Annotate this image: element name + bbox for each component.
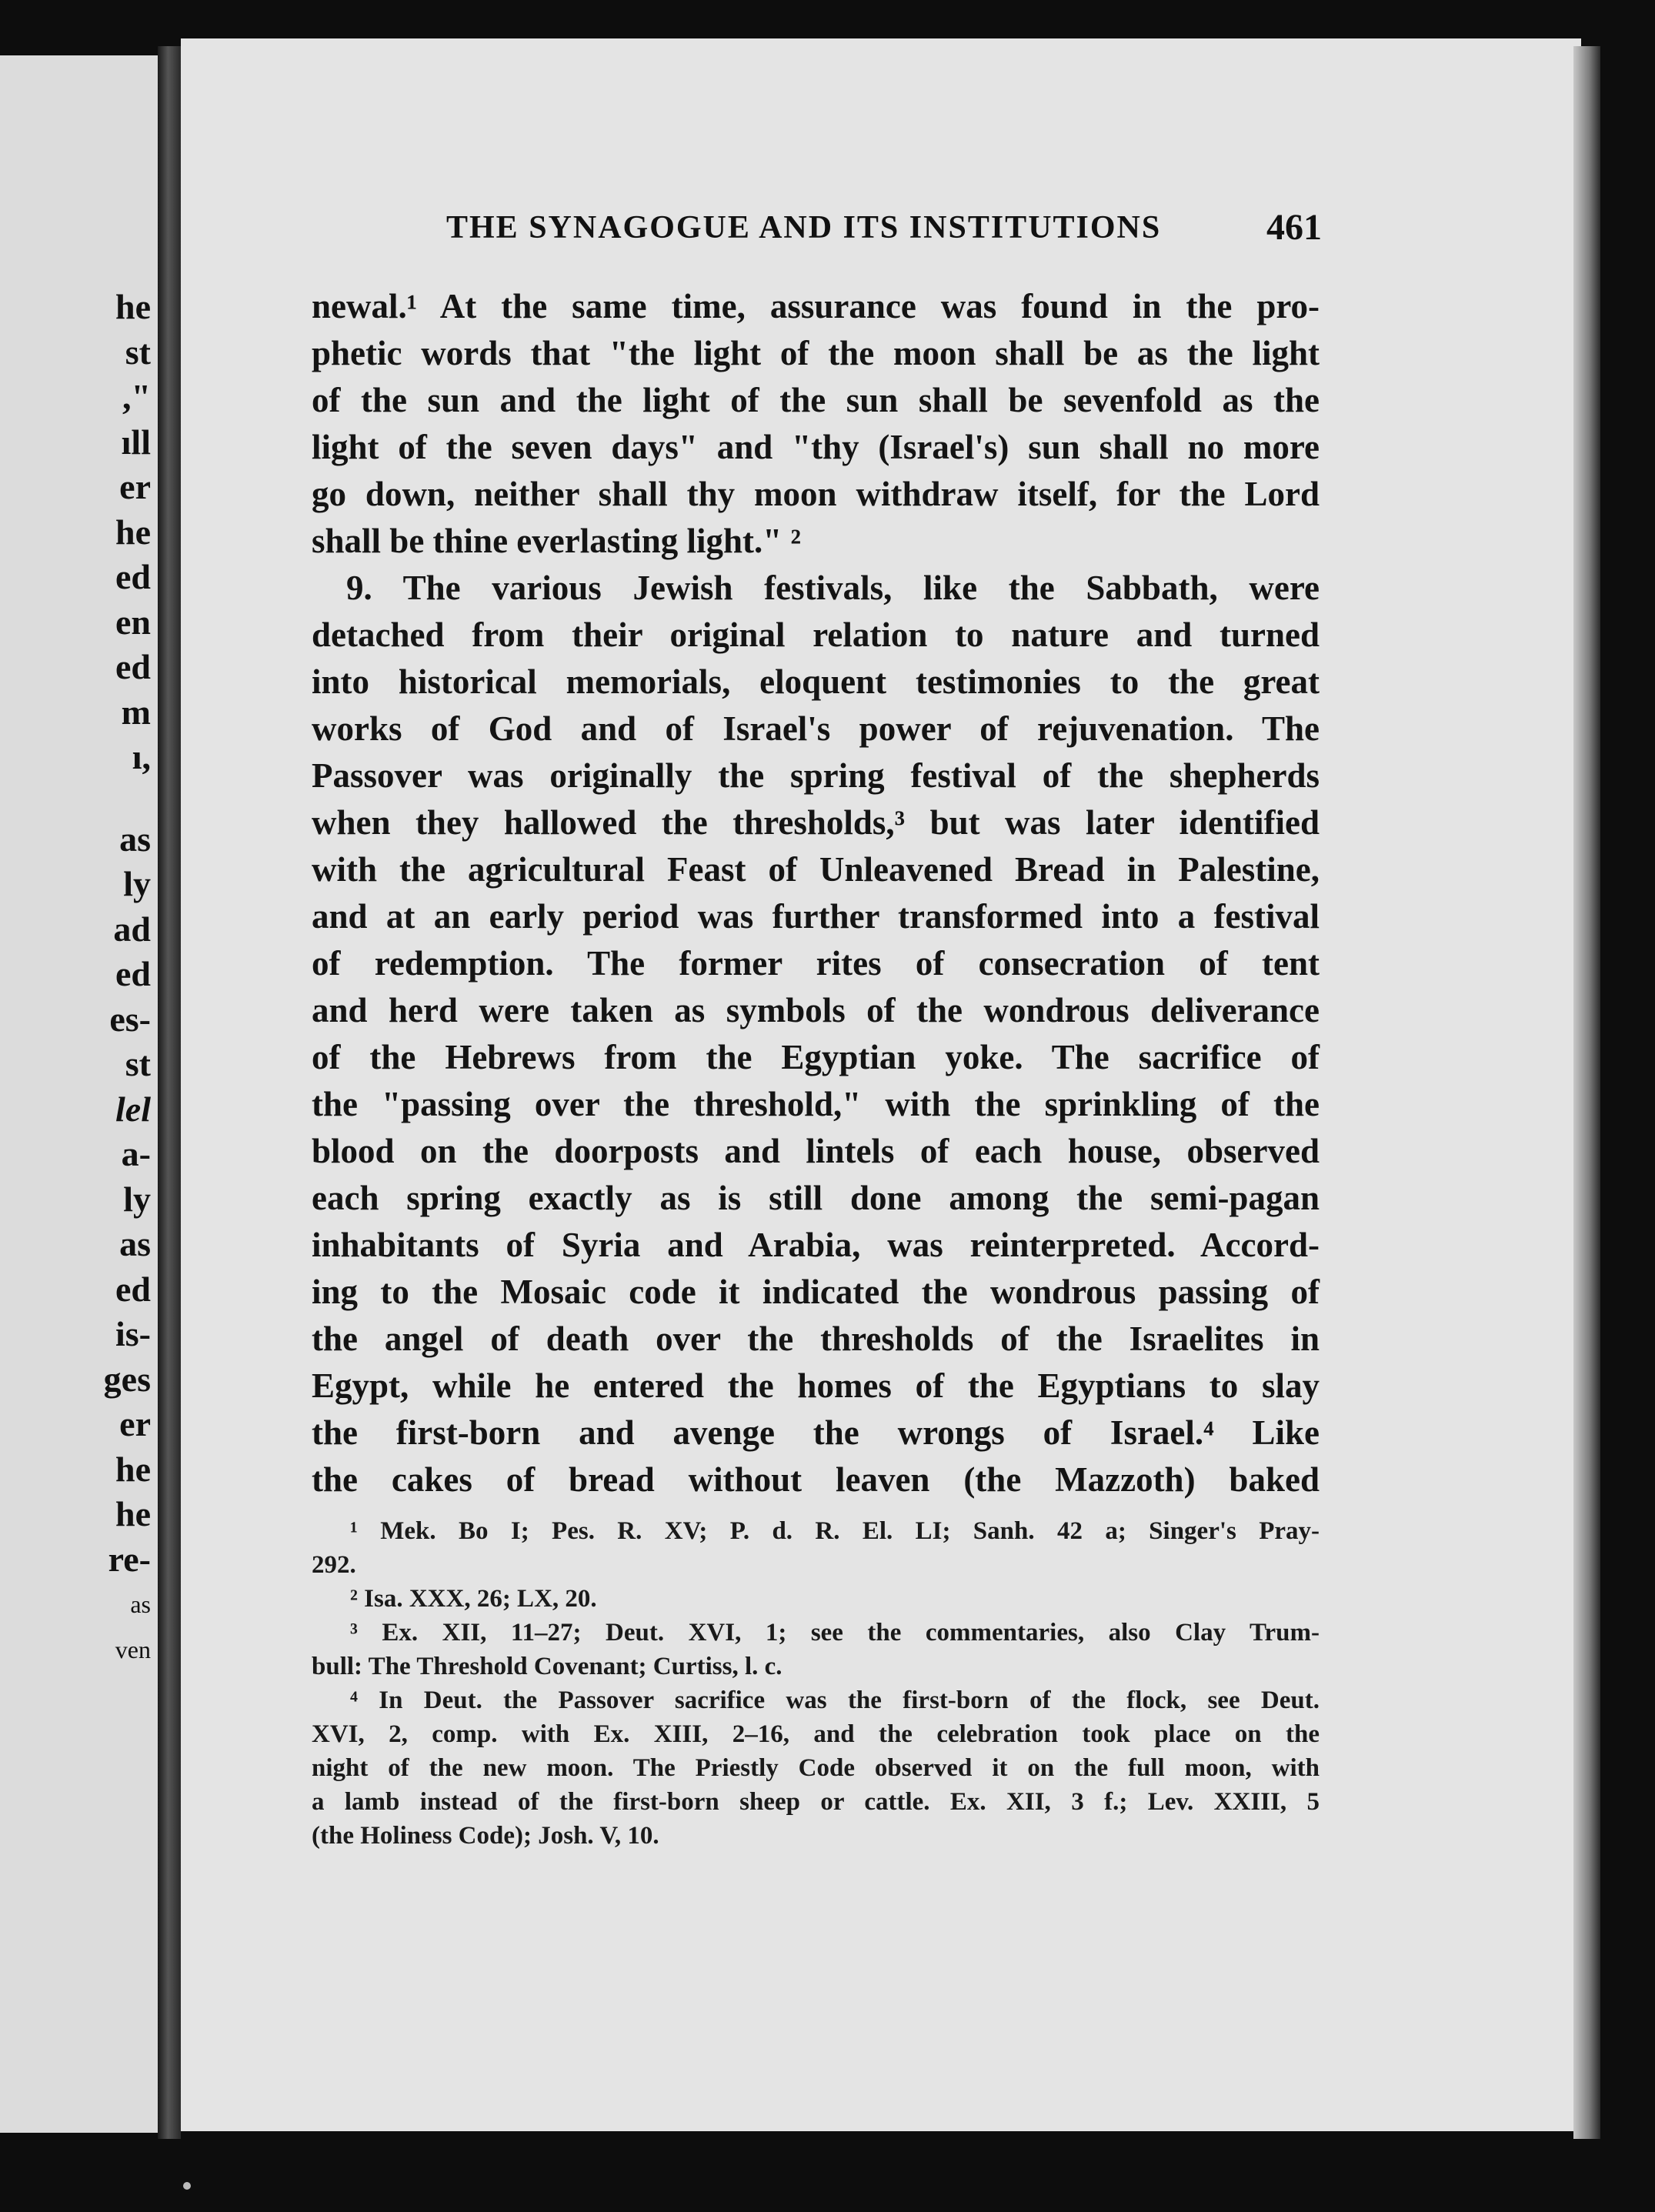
text-line: ing to the Mosaic code it indicated the wondrous passing of (312, 1273, 1320, 1311)
left-fragment: en (115, 602, 151, 642)
left-fragment: ed (115, 647, 151, 686)
footnote-line: 292. (312, 1551, 356, 1579)
footnote-line: a lamb instead of the first-born sheep or cattle. Ex. XII, 3 f.; Lev. XXIII, 5 (312, 1788, 1320, 1816)
left-fragment: er (119, 467, 151, 506)
left-fragment: he (115, 512, 151, 552)
text-line: phetic words that "the light of the moon shall be as the light (312, 334, 1320, 372)
left-fragment: is- (115, 1314, 151, 1353)
text-line: works of God and of Israel's power of rejuvenation. The (312, 709, 1320, 748)
left-fragment: ı, (132, 737, 151, 776)
left-fragment: m (121, 692, 151, 732)
page-number: 461 (1266, 207, 1322, 248)
footnote-line: (the Holiness Code); Josh. V, 10. (312, 1822, 659, 1850)
footnote-line: night of the new moon. The Priestly Code observed it on the full moon, with (312, 1754, 1320, 1782)
left-fragment: lel (115, 1089, 151, 1129)
text-line: shall be thine everlasting light." ² (312, 522, 801, 560)
left-page-fragments (0, 285, 154, 1672)
body-text (312, 283, 1320, 1503)
left-fragment: ed (115, 557, 151, 596)
text-line: newal.¹ At the same time, assurance was found in the pro- (312, 287, 1320, 325)
left-fragment: ly (123, 1179, 151, 1219)
scan-dust-dot (183, 2182, 191, 2190)
text-line: of the sun and the light of the sun shall be sevenfold as the (312, 381, 1320, 419)
book-gutter (158, 46, 181, 2139)
text-line: each spring exactly as is still done among the semi-pagan (312, 1179, 1320, 1217)
text-line: when they hallowed the thresholds,³ but was later identified (312, 803, 1320, 842)
text-line: 9. The various Jewish festivals, like the Sabbath, were (346, 569, 1320, 607)
left-fragment: a- (121, 1134, 151, 1173)
text-line: the cakes of bread without leaven (the Mazzoth) baked (312, 1460, 1320, 1499)
text-line: Egypt, while he entered the homes of the Egyptians to slay (312, 1366, 1320, 1405)
text-line: go down, neither shall thy moon withdraw itself, for the Lord (312, 475, 1320, 513)
left-fragment: ıll (121, 422, 151, 462)
footnote-line: ⁴ In Deut. the Passover sacrifice was the first-born of the flock, see Deut. (350, 1687, 1320, 1714)
text-line: detached from their original relation to nature and turned (312, 616, 1320, 654)
text-line: of the Hebrews from the Egyptian yoke. The sacrifice of (312, 1038, 1320, 1076)
left-fragment: as (119, 819, 151, 859)
text-line: blood on the doorposts and lintels of each house, observed (312, 1132, 1320, 1170)
left-fragment: he (115, 287, 151, 326)
footnote-line: ³ Ex. XII, 11–27; Deut. XVI, 1; see the commentaries, also Clay Trum- (350, 1619, 1320, 1646)
left-fragment: ," (122, 377, 151, 416)
text-line: of redemption. The former rites of consecration of tent (312, 944, 1320, 983)
text-line: the angel of death over the thresholds of the Israelites in (312, 1320, 1320, 1358)
text-line: and at an early period was further transformed into a festival (312, 897, 1320, 936)
left-fragment: st (125, 332, 151, 372)
left-fragment: es- (109, 999, 151, 1039)
footnote-line: ² Isa. XXX, 26; LX, 20. (350, 1585, 597, 1613)
left-fragment: he (115, 1494, 151, 1533)
left-fragment: ven (115, 1635, 151, 1663)
left-fragment: ly (123, 864, 151, 903)
left-fragment: as (119, 1224, 151, 1263)
left-fragment: he (115, 1449, 151, 1489)
text-line: the first-born and avenge the wrongs of Israel.⁴ Like (312, 1413, 1320, 1452)
left-fragment: ad (113, 909, 151, 949)
left-fragment: er (119, 1404, 151, 1443)
left-fragment: re- (108, 1539, 151, 1579)
footnote-line: ¹ Mek. Bo I; Pes. R. XV; P. d. R. El. LI; Sanh. 42 a; Singer's Pray- (350, 1517, 1320, 1545)
text-line: into historical memorials, eloquent testimonies to the great (312, 662, 1320, 701)
left-fragment (0, 780, 154, 817)
left-fragment: ges (103, 1359, 151, 1399)
left-fragment: as (130, 1590, 151, 1618)
left-fragment: st (125, 1044, 151, 1083)
text-line: inhabitants of Syria and Arabia, was reinterpreted. Accord- (312, 1226, 1320, 1264)
text-line: the "passing over the threshold," with the sprinkling of the (312, 1085, 1320, 1123)
text-line: with the agricultural Feast of Unleavened Bread in Palestine, (312, 850, 1320, 889)
text-line: Passover was originally the spring festival of the shepherds (312, 756, 1320, 795)
page-edge (1573, 46, 1600, 2139)
text-line: and herd were taken as symbols of the wondrous deliverance (312, 991, 1320, 1029)
footnote-line: XVI, 2, comp. with Ex. XIII, 2–16, and the celebration took place on the (312, 1720, 1320, 1748)
left-fragment: ed (115, 1269, 151, 1309)
footnote-line: bull: The Threshold Covenant; Curtiss, l. c. (312, 1653, 782, 1680)
text-line: light of the seven days" and "thy (Israel's) sun shall no more (312, 428, 1320, 466)
footnotes (312, 1514, 1320, 1853)
left-fragment: ed (115, 954, 151, 993)
running-title: THE SYNAGOGUE AND ITS INSTITUTIONS (446, 210, 1162, 245)
